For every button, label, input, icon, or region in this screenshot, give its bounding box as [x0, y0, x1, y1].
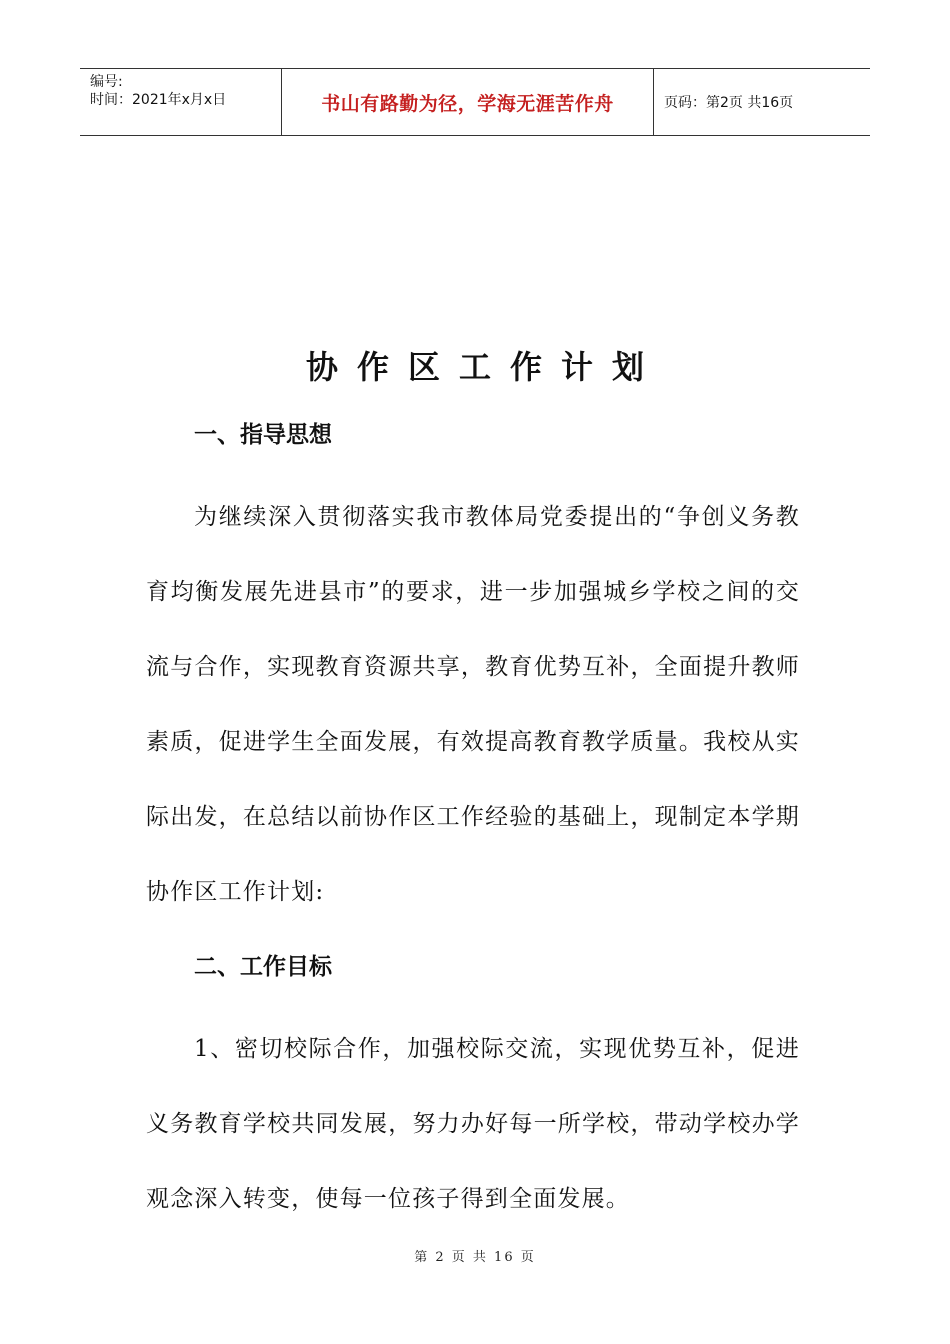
header-motto: 书山有路勤为径，学海无涯苦作舟	[282, 69, 654, 135]
section-paragraph-work-goals: 1、密切校际合作，加强校际交流，实现优势互补，促进义务教育学校共同发展，努力办好每一所学校，带动学校办学观念深入转变，使每一位孩子得到全面发展。	[146, 1036, 800, 1212]
document-body	[146, 412, 800, 1237]
header-page-info: 页码：第2页 共16页	[664, 95, 794, 111]
section-heading-work-goals: 二、工作目标	[194, 954, 332, 980]
document-header	[80, 68, 870, 136]
section-heading-guiding-ideology: 一、指导思想	[194, 422, 332, 448]
document-title: 协作区工作计划	[305, 348, 663, 386]
header-meta-cell	[80, 69, 282, 135]
section-paragraph-guiding-ideology: 为继续深入贯彻落实我市教体局党委提出的“争创义务教育均衡发展先进县市”的要求，进一步加强城乡学校之间的交流与合作，实现教育资源共享，教育优势互补，全面提升教师素质，促进学生全面发展，有效提高教育教学质量。我校从实际出发，在总结以前协作区工作经验的基础上，现制定本学期协作区工作计划:	[146, 504, 800, 905]
document-number-label: 编号:	[90, 74, 123, 90]
page-footer: 第 2 页 共 16 页	[414, 1250, 536, 1265]
document-time-label: 时间：2021年x月x日	[90, 92, 227, 108]
